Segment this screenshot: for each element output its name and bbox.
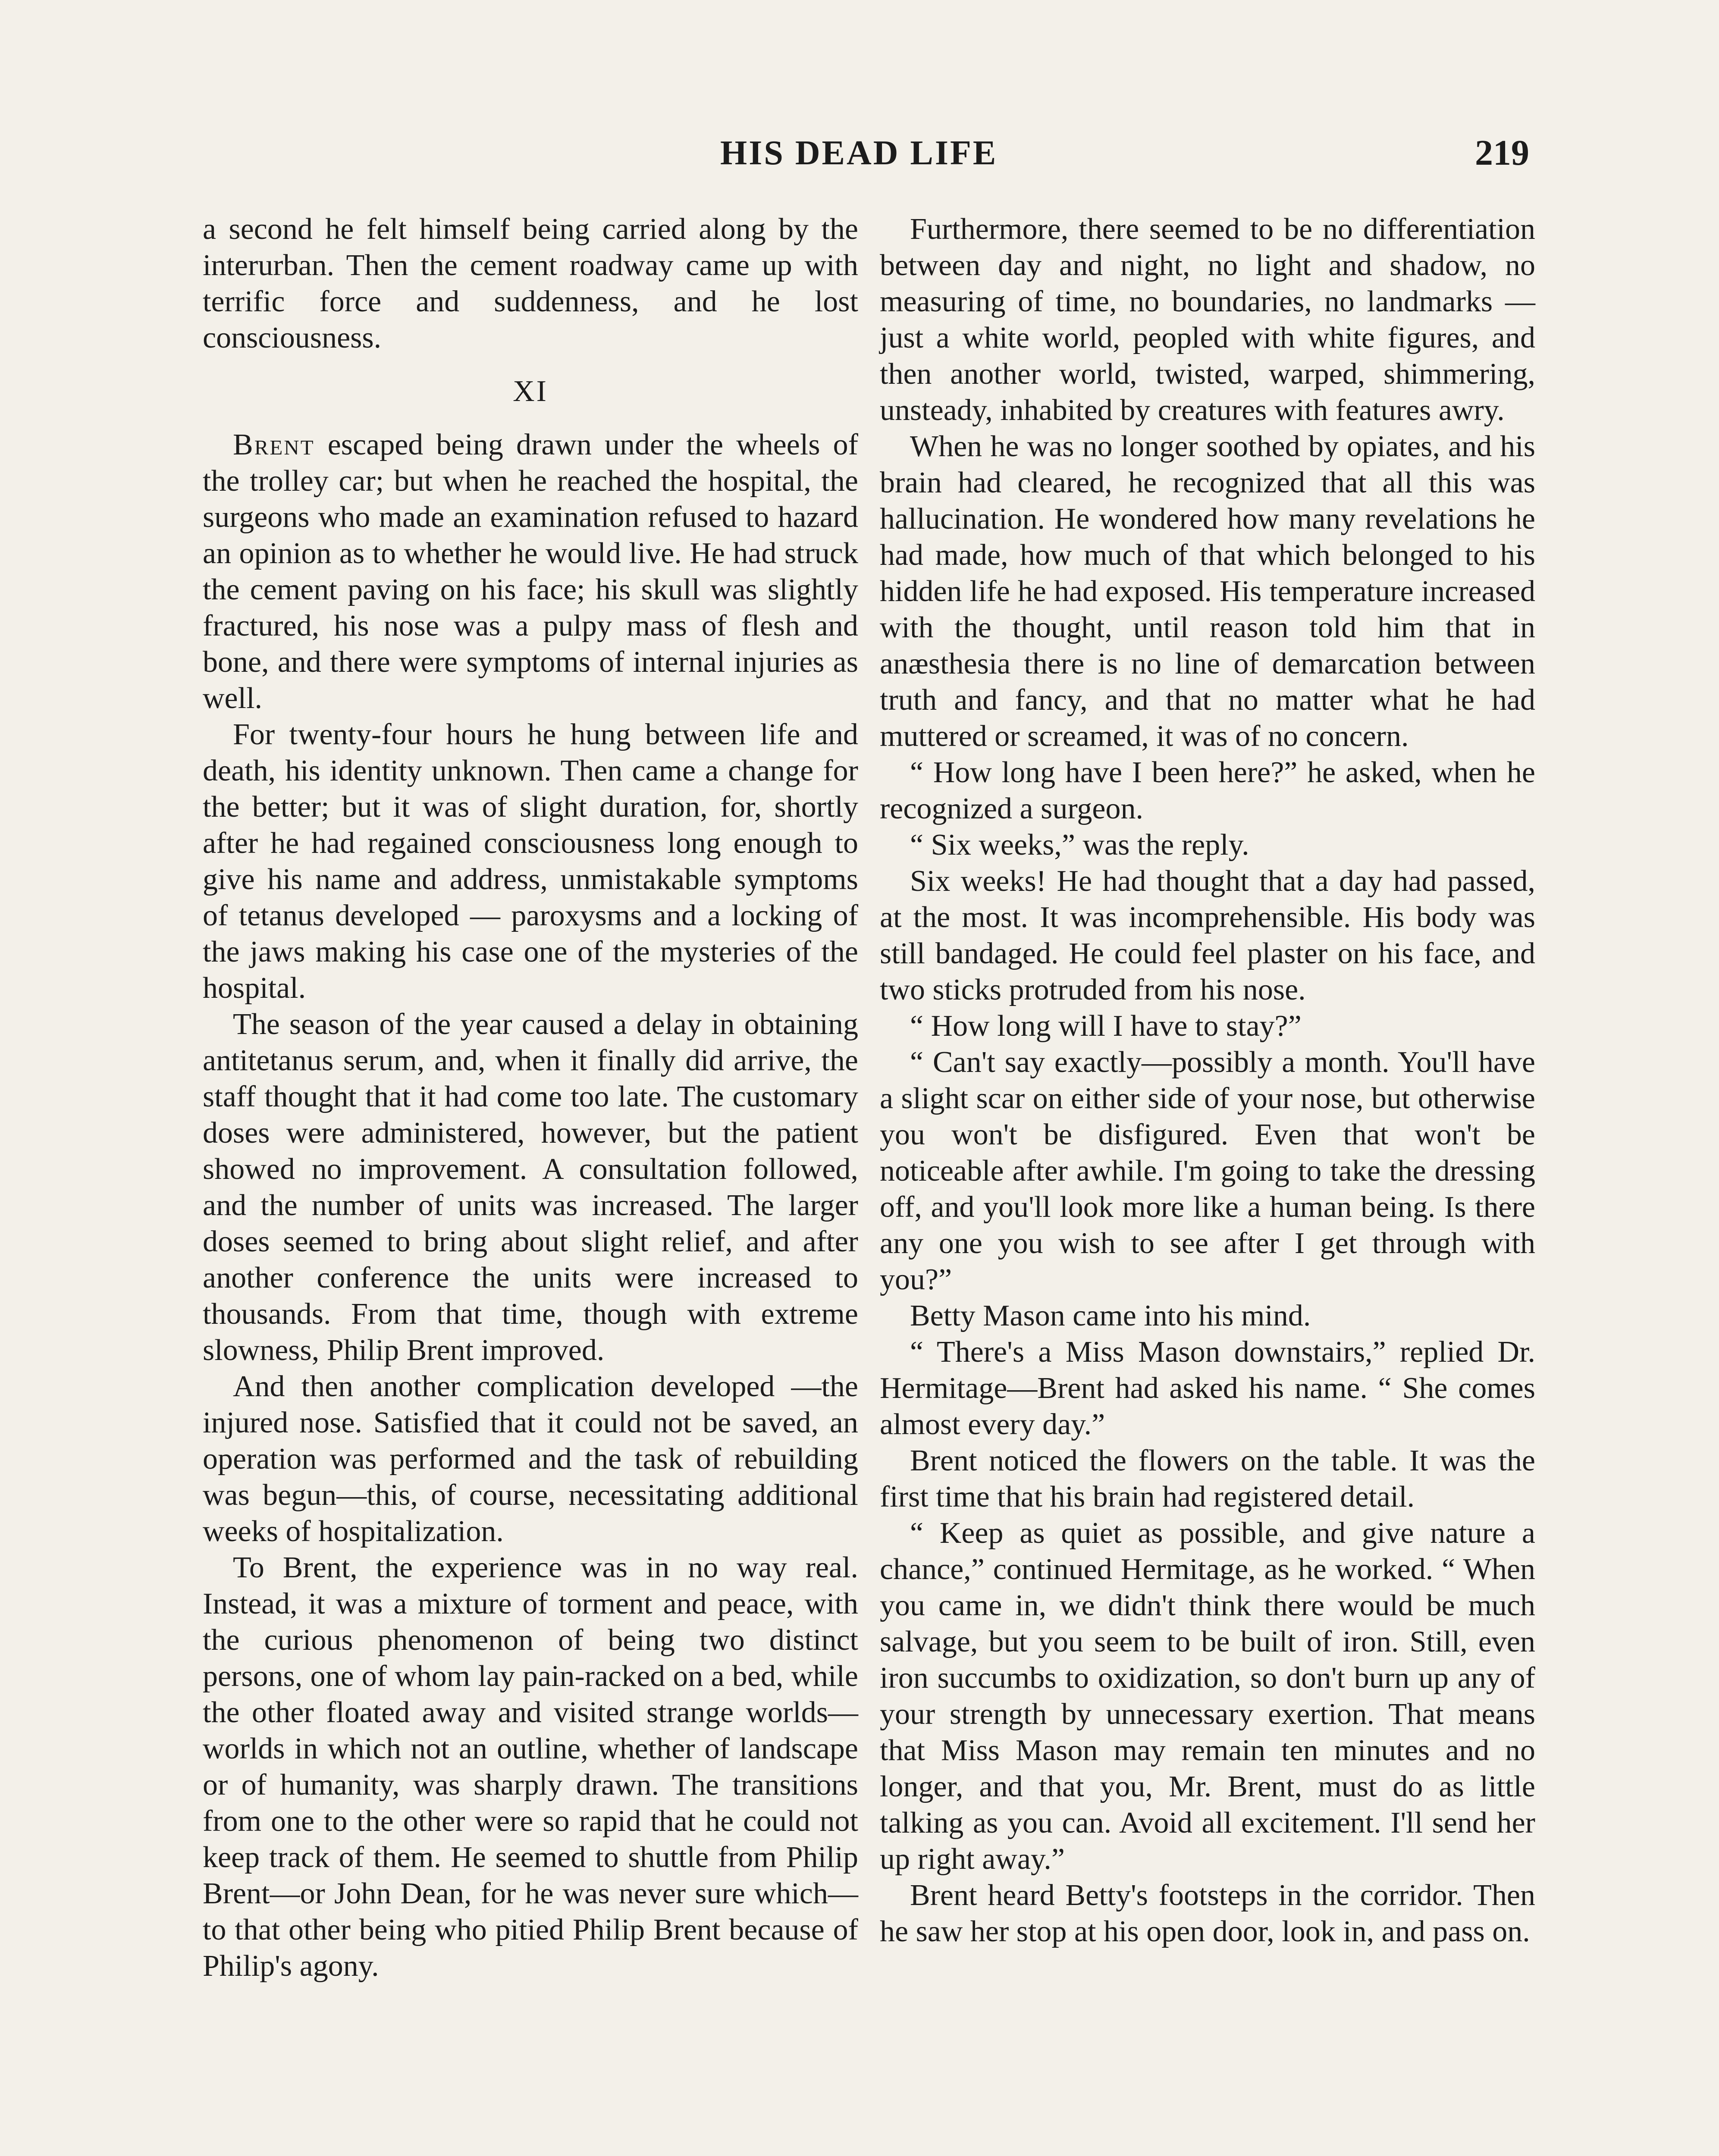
paragraph: “ How long will I have to stay?” bbox=[910, 1009, 1302, 1043]
lead-word: Brent bbox=[233, 428, 315, 461]
running-head: HIS DEAD LIFE bbox=[720, 134, 998, 172]
paragraph: a second he felt himself being carried along by the interurban. Then the cement roadway came up with terrific force and suddenness, and he lost consciousness. bbox=[203, 213, 858, 354]
paragraph: When he was no longer soothed by opiates, and his brain had cleared, he recognized that all this was hallucination. He wondered how many revelations he had made, how much of that which belonged to his hidden life he had exposed. His temperature increased with the thought, until reason told him that in anæsthesia there is no line of demarcation between truth and fancy, and that no matter what he had muttered or screamed, it was of no concern. bbox=[880, 430, 1535, 753]
paragraph bbox=[203, 427, 858, 717]
paragraph: “ There's a Miss Mason downstairs,” replied Dr. Hermitage—Brent had asked his name. “ She comes almost every day.” bbox=[880, 1335, 1535, 1441]
paragraph: “ Keep as quiet as possible, and give nature a chance,” continued Hermitage, as he worked. “ When you came in, we didn't think there would be much salvage, but you seem to be built of iron. Still, even iron succumbs to oxidization, so don't burn up any of your strength by unnecessary exertion. That means that Miss Mason may remain ten minutes and no longer, and that you, Mr. Brent, must do as little talking as you can. Avoid all excitement. I'll send her up right away.” bbox=[880, 1517, 1535, 1876]
paragraph: And then another complication developed —the injured nose. Satisfied that it could not be saved, an operation was performed and the task of rebuilding was begun—this, of course, necessitating additional weeks of hospitalization. bbox=[203, 1370, 858, 1548]
left-column bbox=[203, 211, 858, 1984]
paragraph: “ Can't say exactly—possibly a month. You'll have a slight scar on either side of your nose, but otherwise you won't be disfigured. Even that won't be noticeable after awhile. I'm going to take the dressing off, and you'll look more like a human being. Is there any one you wish to see after I get through with you?” bbox=[880, 1046, 1535, 1296]
paragraph: Betty Mason came into his mind. bbox=[910, 1299, 1311, 1332]
paragraph: Furthermore, there seemed to be no differentiation between day and night, no light and shadow, no measuring of time, no boundaries, no landmarks — just a white world, peopled with white figures, and then another world, twisted, warped, shimmering, unsteady, inhabited by creatures with features awry. bbox=[880, 213, 1535, 427]
paragraph: “ Six weeks,” was the reply. bbox=[910, 828, 1249, 862]
page-header bbox=[0, 129, 1719, 177]
paragraph: The season of the year caused a delay in obtaining antitetanus serum, and, when it finally did arrive, the staff thought that it had come too late. The customary doses were administered, however, but the patient showed no improvement. A consultation followed, and the number of units was increased. The larger doses seemed to bring about slight relief, and after another conference the units were increased to thousands. From that time, though with extreme slowness, Philip Brent improved. bbox=[203, 1008, 858, 1367]
paragraph: For twenty-four hours he hung between life and death, his identity unknown. Then came a change for the better; but it was of slight duration, for, shortly after he had regained consciousness long enough to give his name and address, unmistakable symptoms of tetanus developed — paroxysms and a locking of the jaws making his case one of the mysteries of the hospital. bbox=[203, 718, 858, 1005]
paragraph: To Brent, the experience was in no way real. Instead, it was a mixture of torment and peace, with the curious phenomenon of being two distinct persons, one of whom lay pain-racked on a bed, while the other floated away and visited strange worlds— worlds in which not an outline, whether of landscape or of humanity, was sharply drawn. The transitions from one to the other were so rapid that he could not keep track of them. He seemed to shuttle from Philip Brent—or John Dean, for he was never sure which—to that other being who pitied Philip Brent because of Philip's agony. bbox=[203, 1551, 858, 1983]
paragraph: Brent heard Betty's footsteps in the corridor. Then he saw her stop at his open door, look in, and pass on. bbox=[880, 1879, 1535, 1948]
section-heading: XI bbox=[513, 375, 548, 408]
right-column bbox=[880, 211, 1535, 1950]
paragraph: Six weeks! He had thought that a day had passed, at the most. It was incomprehensible. His body was still bandaged. He could feel plaster on his face, and two sticks protruded from his nose. bbox=[880, 865, 1535, 1006]
paragraph: “ How long have I been here?” he asked, when he recognized a surgeon. bbox=[880, 756, 1535, 825]
paragraph-text: escaped being drawn under the wheels of the trolley car; but when he reached the hospital, the surgeons who made an examination refused to hazard an opinion as to whether he would live. He had struck the cement paving on his face; his skull was slightly fractured, his nose was a pulpy mass of flesh and bone, and there were symptoms of internal injuries as well. bbox=[203, 428, 858, 715]
paragraph: Brent noticed the flowers on the table. It was the first time that his brain had registered detail. bbox=[880, 1444, 1535, 1514]
page-number: 219 bbox=[1475, 133, 1529, 173]
